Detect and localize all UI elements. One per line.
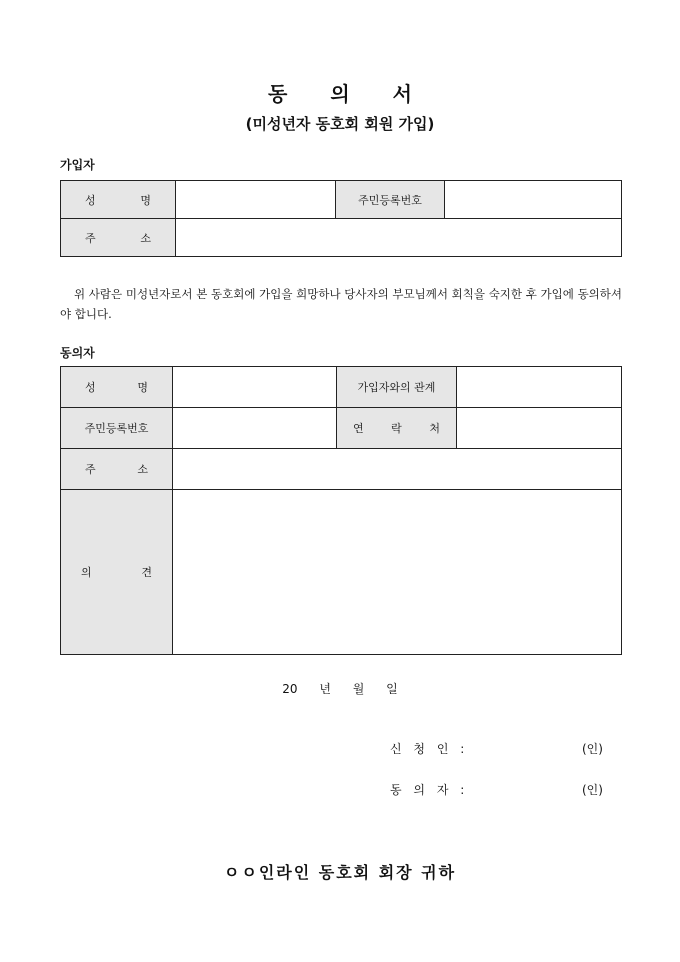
applicant-id-label: 주민등록번호 [336, 181, 445, 219]
document-subtitle: (미성년자 동호회 회원 가입) [245, 115, 435, 133]
document-title: 동 의 서 [268, 82, 430, 106]
consenter-opinion-label: 의 견 [61, 490, 173, 655]
consenter-id-label: 주민등록번호 [61, 408, 173, 449]
applicant-table [60, 180, 622, 257]
consenter-name-label: 성 명 [61, 367, 173, 408]
applicant-section-heading: 가입자 [60, 158, 95, 172]
consenter-relation-label: 가입자와의 관계 [337, 367, 457, 408]
applicant-address-field[interactable] [176, 219, 622, 257]
applicant-id-field[interactable] [445, 181, 622, 219]
consent-statement: 위 사람은 미성년자로서 본 동호회에 가입을 희망하나 당사자의 부모님께서 회칙을 숙지한 후 가입에 동의하셔야 합니다. [60, 287, 622, 321]
consenter-contact-field[interactable] [457, 408, 622, 449]
applicant-address-label: 주 소 [61, 219, 176, 257]
consenter-signature-label: 동 의 자 : [390, 783, 469, 797]
consenter-name-field[interactable] [173, 367, 337, 408]
date-line: 20 년 월 일 [282, 682, 398, 696]
applicant-signature-label: 신 청 인 : [390, 742, 469, 756]
applicant-seal: (인) [582, 742, 603, 756]
consenter-seal: (인) [582, 783, 603, 797]
applicant-name-label: 성 명 [61, 181, 176, 219]
consenter-relation-field[interactable] [457, 367, 622, 408]
consenter-address-field[interactable] [173, 449, 622, 490]
consenter-section-heading: 동의자 [60, 346, 95, 360]
consenter-id-field[interactable] [173, 408, 337, 449]
consenter-table [60, 366, 622, 655]
addressee-footer: ㅇㅇ인라인 동호회 회장 귀하 [223, 863, 457, 882]
applicant-name-field[interactable] [176, 181, 336, 219]
consenter-contact-label: 연 락 처 [337, 408, 457, 449]
consenter-address-label: 주 소 [61, 449, 173, 490]
consenter-opinion-field[interactable] [173, 490, 622, 655]
